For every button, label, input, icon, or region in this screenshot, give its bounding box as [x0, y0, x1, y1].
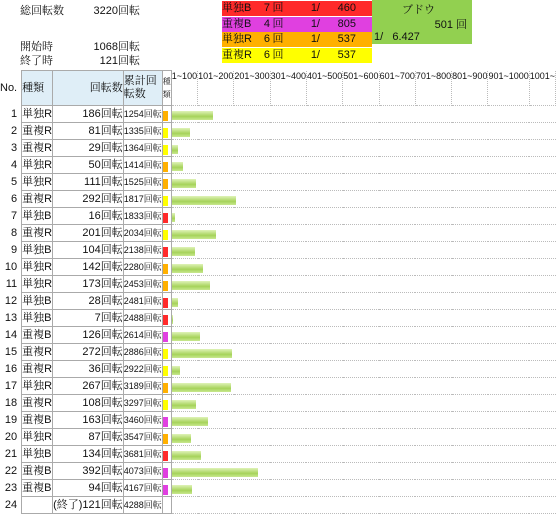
table-row: [0, 259, 556, 276]
row-kind: 重複B: [22, 480, 53, 497]
row-bar-cell: [171, 310, 555, 327]
row-kind: 単独R: [22, 378, 53, 395]
row-mark: [162, 497, 171, 514]
spin-bar: [172, 145, 178, 154]
bonus-color-mark: [163, 264, 168, 274]
history-table: [0, 70, 556, 514]
row-cum: 2886回転: [123, 344, 162, 361]
header-bin: 301~400: [270, 71, 306, 106]
row-kind: 単独R: [22, 106, 53, 123]
spin-bar: [172, 111, 213, 120]
grape-panel: [372, 0, 472, 44]
bonus-kind: 単独B: [222, 2, 252, 14]
bonus-count-row: [222, 48, 372, 63]
bonus-color-mark: [163, 451, 168, 461]
header-bin: 101~200: [198, 71, 234, 106]
row-mark: [162, 310, 171, 327]
table-header: [0, 71, 556, 106]
bonus-color-mark: [163, 502, 168, 512]
row-mark: [162, 276, 171, 293]
row-kind: 重複R: [22, 140, 53, 157]
row-spins: 163回転: [53, 412, 124, 429]
row-mark: [162, 293, 171, 310]
bonus-color-mark: [163, 111, 168, 121]
spin-bar: [172, 264, 203, 273]
bonus-unit: 回: [272, 48, 284, 61]
row-spins: 134回転: [53, 446, 124, 463]
row-kind: [22, 497, 53, 514]
spin-bar: [172, 298, 178, 307]
table-row: [0, 242, 556, 259]
header-bin: 401~500: [306, 71, 342, 106]
row-spins: 28回転: [53, 293, 124, 310]
table-row: [0, 480, 556, 497]
row-cum: 1817回転: [123, 191, 162, 208]
row-spins: 292回転: [53, 191, 124, 208]
row-bar-cell: [171, 293, 555, 310]
header-bin: 801~900: [452, 71, 488, 106]
row-no: 8: [11, 227, 18, 239]
row-kind: 重複R: [22, 225, 53, 242]
header-mark: 種類: [162, 71, 171, 106]
bonus-kind: 単独R: [222, 33, 252, 45]
row-kind: 単独R: [22, 157, 53, 174]
table-row: [0, 361, 556, 378]
bonus-count: 4: [263, 17, 270, 30]
header-bin: 601~700: [379, 71, 415, 106]
bonus-color-mark: [163, 298, 168, 308]
spin-bar: [172, 451, 201, 460]
row-no: 12: [4, 295, 18, 307]
spin-bar: [172, 179, 196, 188]
row-cum: 2453回転: [123, 276, 162, 293]
row-spins: 173回転: [53, 276, 124, 293]
table-row: [0, 344, 556, 361]
row-bar-cell: [171, 208, 555, 225]
row-bar-cell: [171, 395, 555, 412]
bonus-color-mark: [163, 315, 168, 325]
bonus-color-mark: [163, 366, 168, 376]
row-kind: 重複B: [22, 463, 53, 480]
table-row: [0, 106, 556, 123]
row-no: 7: [11, 210, 18, 222]
row-bar-cell: [171, 480, 555, 497]
bonus-color-mark: [163, 162, 168, 172]
row-cum: 2922回転: [123, 361, 162, 378]
row-no: 11: [5, 278, 18, 290]
row-no: 24: [4, 499, 18, 511]
table-row: [0, 225, 556, 242]
row-no: 5: [11, 176, 18, 188]
bonus-color-mark: [163, 434, 168, 444]
row-kind: 重複R: [22, 395, 53, 412]
row-mark: [162, 225, 171, 242]
table-row: [0, 191, 556, 208]
row-bar-cell: [171, 123, 555, 140]
row-spins: 267回転: [53, 378, 124, 395]
spin-bar: [172, 315, 174, 324]
spin-bar: [172, 247, 195, 256]
bonus-count: 7: [263, 2, 270, 14]
row-bar-cell: [171, 361, 555, 378]
row-cum: 4288回転: [123, 497, 162, 514]
row-spins: 142回転: [53, 259, 124, 276]
bonus-unit: 回: [272, 2, 284, 14]
row-kind: 単独B: [22, 293, 53, 310]
start-value: 1068回転: [93, 41, 140, 53]
row-bar-cell: [171, 242, 555, 259]
row-no: 9: [11, 244, 18, 256]
table-row: [0, 310, 556, 327]
row-mark: [162, 174, 171, 191]
row-no: 13: [4, 312, 18, 324]
row-mark: [162, 327, 171, 344]
row-cum: 3547回転: [123, 429, 162, 446]
row-spins: 186回転: [53, 106, 124, 123]
bonus-count-row: [222, 17, 372, 32]
row-no: 14: [4, 329, 18, 341]
row-cum: 4167回転: [123, 480, 162, 497]
row-no: 1: [11, 108, 18, 120]
bonus-ratio: 1/: [310, 17, 320, 30]
row-kind: 重複B: [22, 412, 53, 429]
row-mark: [162, 242, 171, 259]
spin-bar: [172, 349, 232, 358]
row-bar-cell: [171, 259, 555, 276]
row-no: 6: [11, 193, 18, 205]
header-bin: 701~800: [415, 71, 451, 106]
row-kind: 単独B: [22, 208, 53, 225]
table-row: [0, 293, 556, 310]
row-mark: [162, 106, 171, 123]
spin-bar: [172, 128, 190, 137]
row-no: 18: [4, 397, 18, 409]
table-row: [0, 497, 556, 514]
table-row: [0, 276, 556, 293]
grape-ratio: 1/ 6.427: [374, 31, 420, 43]
row-spins: 81回転: [53, 123, 124, 140]
row-cum: 3460回転: [123, 412, 162, 429]
table-row: [0, 208, 556, 225]
row-cum: 2280回転: [123, 259, 162, 276]
spin-bar: [172, 230, 216, 239]
row-mark: [162, 412, 171, 429]
bonus-color-mark: [163, 332, 168, 342]
row-kind: 単独B: [22, 242, 53, 259]
row-kind: 重複R: [22, 123, 53, 140]
row-kind: 単独R: [22, 429, 53, 446]
table-row: [0, 327, 556, 344]
row-no: 2: [11, 125, 18, 137]
row-spins: 36回転: [53, 361, 124, 378]
row-no: 16: [4, 363, 18, 375]
row-bar-cell: [171, 174, 555, 191]
row-mark: [162, 429, 171, 446]
row-mark: [162, 123, 171, 140]
table-row: [0, 123, 556, 140]
row-no: 22: [4, 465, 18, 477]
row-mark: [162, 395, 171, 412]
start-label: 開始時: [20, 41, 53, 53]
row-kind: 単独B: [22, 310, 53, 327]
row-spins: 392回転: [53, 463, 124, 480]
row-spins: 94回転: [53, 480, 124, 497]
row-bar-cell: [171, 497, 555, 514]
bonus-color-mark: [163, 417, 168, 427]
row-cum: 1335回転: [123, 123, 162, 140]
row-spins: 104回転: [53, 242, 124, 259]
bonus-color-mark: [163, 128, 168, 138]
table-row: [0, 395, 556, 412]
bonus-color-mark: [163, 485, 168, 495]
bonus-color-mark: [163, 213, 168, 223]
header-bin: 901~1000: [488, 71, 529, 106]
grape-label: ブドウ: [402, 4, 435, 16]
row-no: 19: [4, 414, 18, 426]
table-row: [0, 429, 556, 446]
row-cum: 3681回転: [123, 446, 162, 463]
row-spins: 201回転: [53, 225, 124, 242]
bonus-unit: 回: [272, 17, 284, 30]
row-no: 17: [4, 380, 18, 392]
row-bar-cell: [171, 106, 555, 123]
header-bin: 1~100: [171, 71, 197, 106]
row-cum: 3297回転: [123, 395, 162, 412]
row-cum: 2138回転: [123, 242, 162, 259]
row-no: 3: [11, 142, 18, 154]
row-cum: 3189回転: [123, 378, 162, 395]
spin-bar: [172, 213, 176, 222]
row-kind: 重複R: [22, 361, 53, 378]
bonus-color-mark: [163, 468, 168, 478]
bonus-kind: 重複R: [222, 48, 252, 61]
row-bar-cell: [171, 429, 555, 446]
row-cum: 1414回転: [123, 157, 162, 174]
table-row: [0, 446, 556, 463]
table-row: [0, 378, 556, 395]
row-mark: [162, 140, 171, 157]
row-mark: [162, 378, 171, 395]
bonus-denominator: 805: [337, 17, 356, 30]
row-mark: [162, 191, 171, 208]
bonus-denominator: 537: [337, 33, 356, 45]
header-spins: 回転数: [53, 71, 124, 106]
spin-bar: [172, 281, 210, 290]
row-kind: 単独R: [22, 259, 53, 276]
bonus-color-mark: [163, 196, 168, 206]
bonus-unit: 回: [272, 33, 284, 45]
bonus-count: 6: [263, 48, 270, 61]
bonus-kind: 重複B: [222, 17, 252, 30]
row-mark: [162, 344, 171, 361]
row-kind: 単独R: [22, 174, 53, 191]
bonus-color-mark: [163, 383, 168, 393]
row-cum: 2614回転: [123, 327, 162, 344]
row-spins: (終了)121回転: [53, 497, 124, 514]
table-row: [0, 157, 556, 174]
row-bar-cell: [171, 378, 555, 395]
row-spins: 108回転: [53, 395, 124, 412]
row-spins: 16回転: [53, 208, 124, 225]
row-spins: 87回転: [53, 429, 124, 446]
row-bar-cell: [171, 327, 555, 344]
row-bar-cell: [171, 140, 555, 157]
row-spins: 50回転: [53, 157, 124, 174]
row-no: 20: [4, 431, 18, 443]
bonus-ratio: 1/: [310, 48, 320, 61]
bonus-color-mark: [163, 281, 168, 291]
row-no: 15: [4, 346, 18, 358]
header-no: No.: [0, 81, 18, 94]
bonus-color-mark: [163, 230, 168, 240]
total-spins-label: 総回転数: [20, 5, 64, 17]
bonus-ratio: 1/: [310, 2, 320, 14]
bonus-color-mark: [163, 179, 168, 189]
row-spins: 272回転: [53, 344, 124, 361]
row-no: 10: [4, 261, 18, 273]
table-row: [0, 140, 556, 157]
row-cum: 1525回転: [123, 174, 162, 191]
end-label: 終了時: [20, 55, 53, 67]
row-spins: 111回転: [53, 174, 124, 191]
spin-bar: [172, 196, 236, 205]
row-cum: 1364回転: [123, 140, 162, 157]
header-cum: 累計回転数: [123, 71, 162, 106]
spin-bar: [172, 332, 200, 341]
row-spins: 7回転: [53, 310, 124, 327]
row-mark: [162, 361, 171, 378]
spin-bar: [172, 400, 196, 409]
row-cum: 4073回転: [123, 463, 162, 480]
bonus-ratio: 1/: [310, 33, 320, 45]
bonus-count-row: [222, 1, 372, 16]
table-row: [0, 174, 556, 191]
bonus-color-mark: [163, 349, 168, 359]
total-spins-value: 3220回転: [93, 5, 140, 17]
header-bin: 501~600: [343, 71, 379, 106]
table-row: [0, 463, 556, 480]
bonus-denominator: 537: [337, 48, 356, 61]
bonus-count-row: [222, 32, 372, 47]
row-bar-cell: [171, 276, 555, 293]
row-bar-cell: [171, 157, 555, 174]
row-spins: 29回転: [53, 140, 124, 157]
row-no: 21: [4, 448, 18, 460]
end-value: 121回転: [99, 55, 140, 67]
bonus-color-mark: [163, 400, 168, 410]
bonus-color-mark: [163, 145, 168, 155]
spin-bar: [172, 434, 191, 443]
spin-bar: [172, 417, 208, 426]
row-bar-cell: [171, 191, 555, 208]
row-cum: 1254回転: [123, 106, 162, 123]
row-bar-cell: [171, 446, 555, 463]
row-bar-cell: [171, 344, 555, 361]
grape-count: 501 回: [434, 19, 467, 31]
spin-bar: [172, 162, 183, 171]
spin-bar: [172, 468, 258, 477]
bonus-count: 6: [263, 33, 270, 45]
row-cum: 1833回転: [123, 208, 162, 225]
row-mark: [162, 463, 171, 480]
row-bar-cell: [171, 463, 555, 480]
header-kind: 種類: [22, 71, 53, 106]
row-cum: 2034回転: [123, 225, 162, 242]
row-bar-cell: [171, 225, 555, 242]
row-mark: [162, 480, 171, 497]
row-bar-cell: [171, 412, 555, 429]
header-bin: 201~300: [234, 71, 270, 106]
bonus-denominator: 460: [337, 2, 356, 14]
row-spins: 126回転: [53, 327, 124, 344]
row-mark: [162, 446, 171, 463]
row-mark: [162, 208, 171, 225]
row-no: 4: [11, 159, 18, 171]
spin-bar: [172, 485, 193, 494]
row-kind: 重複B: [22, 327, 53, 344]
table-row: [0, 412, 556, 429]
row-cum: 2481回転: [123, 293, 162, 310]
spin-bar: [172, 383, 231, 392]
row-kind: 単独R: [22, 276, 53, 293]
row-mark: [162, 157, 171, 174]
row-kind: 重複R: [22, 191, 53, 208]
header-bin: 1001~: [529, 71, 555, 106]
row-cum: 2488回転: [123, 310, 162, 327]
row-kind: 重複R: [22, 344, 53, 361]
row-mark: [162, 259, 171, 276]
spin-bar: [172, 366, 180, 375]
bonus-color-mark: [163, 247, 168, 257]
row-no: 23: [4, 482, 18, 494]
row-kind: 単独B: [22, 446, 53, 463]
